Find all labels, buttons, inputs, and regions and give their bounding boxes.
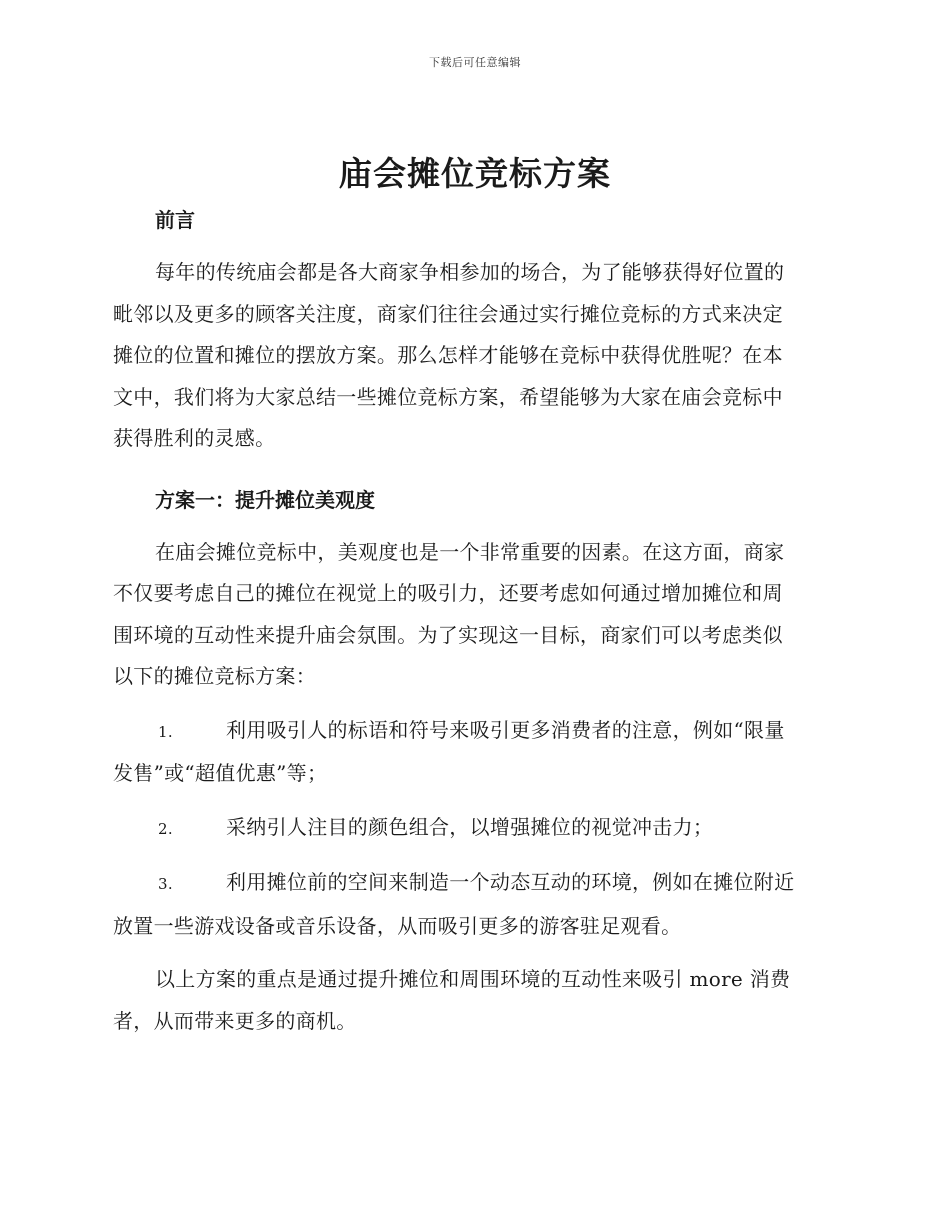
section1-intro-paragraph xyxy=(113,532,833,698)
document-title: 庙会摊位竞标方案 xyxy=(339,154,611,193)
preface-line: 每年的传统庙会都是各大商家争相参加的场合，为了能够获得好位置的 xyxy=(155,260,785,284)
preface-paragraph xyxy=(113,252,833,460)
intro-line: 不仅要考虑自己的摊位在视觉上的吸引力，还要考虑如何通过增加摊位和周 xyxy=(113,581,783,605)
list-text: 利用吸引人的标语和符号来吸引更多消费者的注意，例如“限量 xyxy=(226,717,785,742)
summary-line: 以上方案的重点是通过提升摊位和周围环境的互动性来吸引 more 消费 xyxy=(155,967,791,991)
list-text: 发售”或“超值优惠”等； xyxy=(113,761,328,785)
list-item xyxy=(113,862,833,947)
document-body xyxy=(113,202,833,1042)
list-number: 3. xyxy=(158,875,173,893)
preface-line: 文中，我们将为大家总结一些摊位竞标方案，希望能够为大家在庙会竞标中 xyxy=(113,384,783,409)
list-text: 采纳引人注目的颜色组合，以增强摊位的视觉冲击力； xyxy=(226,814,714,839)
intro-line: 围环境的互动性来提升庙会氛围。为了实现这一目标，商家们可以考虑类似 xyxy=(113,622,783,647)
summary-line: 者，从而带来更多的商机。 xyxy=(113,1008,357,1033)
list-text: 利用摊位前的空间来制造一个动态互动的环境，例如在摊位附近 xyxy=(226,870,795,894)
list-number: 1. xyxy=(158,722,173,741)
list-text: 放置一些游戏设备或音乐设备，从而吸引更多的游客驻足观看。 xyxy=(113,913,682,938)
intro-line: 以下的摊位竞标方案： xyxy=(113,664,316,688)
list-item xyxy=(113,710,833,795)
section1-summary-paragraph xyxy=(113,959,833,1042)
list-number: 2. xyxy=(158,819,173,838)
preface-heading: 前言 xyxy=(155,208,195,232)
preface-line: 获得胜利的灵感。 xyxy=(113,426,276,450)
list-item xyxy=(113,807,833,851)
header-note: 下载后可任意编辑 xyxy=(429,56,521,69)
preface-line: 摊位的位置和摊位的摆放方案。那么怎样才能够在竞标中获得优胜呢？在本 xyxy=(113,343,783,367)
section1-heading: 方案一：提升摊位美观度 xyxy=(155,487,375,512)
intro-line: 在庙会摊位竞标中，美观度也是一个非常重要的因素。在这方面，商家 xyxy=(155,539,785,564)
preface-line: 毗邻以及更多的顾客关注度，商家们往往会通过实行摊位竞标的方式来决定 xyxy=(113,301,783,326)
